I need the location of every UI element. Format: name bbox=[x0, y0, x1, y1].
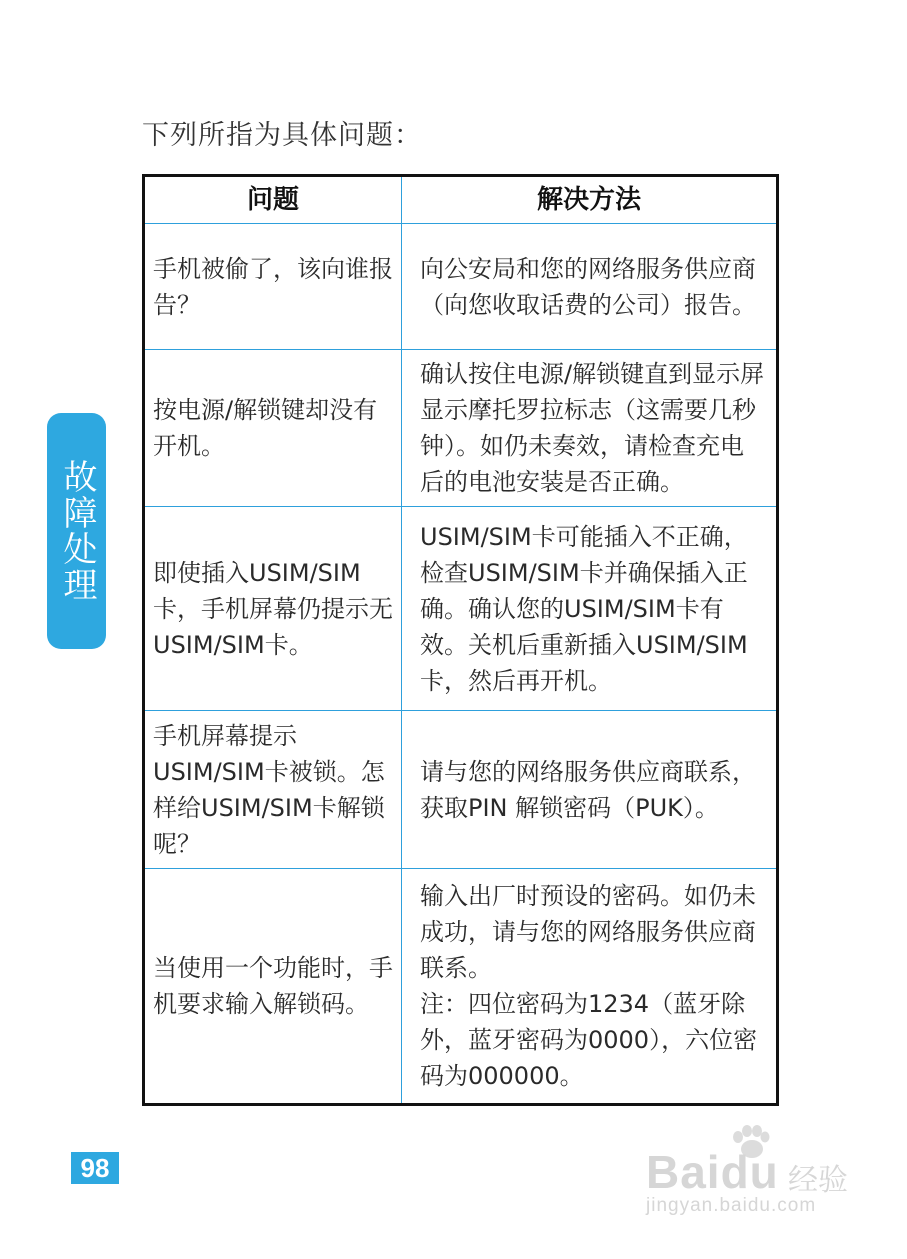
table-row bbox=[144, 507, 778, 711]
watermark-sub: 经验 bbox=[788, 1164, 848, 1197]
baidu-jingyan-watermark bbox=[640, 1125, 860, 1225]
chapter-label: 故障处理 bbox=[57, 459, 97, 603]
question-cell: 即使插入USIM/SIM卡，手机屏幕仍提示无USIM/SIM卡。 bbox=[144, 507, 402, 711]
troubleshooting-table bbox=[142, 174, 779, 1106]
answer-text: 向公安局和您的网络服务供应商（向您收取话费的公司）报告。 bbox=[420, 254, 756, 319]
table-row bbox=[144, 869, 778, 1105]
chapter-side-tab bbox=[47, 413, 106, 649]
answer-text: USIM/SIM卡可能插入不正确，检查USIM/SIM卡并确保插入正确。确认您的USIM/SIM卡有效。关机后重新插入USIM/SIM卡，然后再开机。 bbox=[420, 522, 748, 695]
answer-note: 注：四位密码为1234（蓝牙除外，蓝牙密码为0000），六位密码为000000。 bbox=[420, 990, 758, 1090]
answer-cell bbox=[402, 350, 778, 507]
watermark-logo: Baidu bbox=[646, 1146, 779, 1198]
question-cell: 当使用一个功能时，手机要求输入解锁码。 bbox=[144, 869, 402, 1105]
watermark-url: jingyan.baidu.com bbox=[646, 1195, 817, 1216]
header-question: 问题 bbox=[144, 176, 402, 224]
table-row bbox=[144, 224, 778, 350]
answer-cell bbox=[402, 507, 778, 711]
answer-text: 确认按住电源/解锁键直到显示屏显示摩托罗拉标志（这需要几秒钟）。如仍未奏效，请检查充电后的电池安装是否正确。 bbox=[420, 360, 765, 496]
table-row bbox=[144, 711, 778, 869]
table-row bbox=[144, 350, 778, 507]
answer-text: 输入出厂时预设的密码。如仍未成功，请与您的网络服务供应商联系。 bbox=[420, 882, 756, 982]
answer-cell bbox=[402, 869, 778, 1105]
answer-text: 请与您的网络服务供应商联系，获取PIN 解锁密码（PUK）。 bbox=[420, 757, 756, 822]
answer-cell bbox=[402, 224, 778, 350]
header-solution: 解决方法 bbox=[402, 176, 778, 224]
answer-cell bbox=[402, 711, 778, 869]
question-cell: 手机屏幕提示USIM/SIM卡被锁。怎样给USIM/SIM卡解锁呢？ bbox=[144, 711, 402, 869]
question-cell: 按电源/解锁键却没有开机。 bbox=[144, 350, 402, 507]
page-number: 98 bbox=[71, 1152, 119, 1184]
table-header-row bbox=[144, 176, 778, 224]
question-cell: 手机被偷了，该向谁报告？ bbox=[144, 224, 402, 350]
intro-text: 下列所指为具体问题： bbox=[142, 120, 422, 151]
